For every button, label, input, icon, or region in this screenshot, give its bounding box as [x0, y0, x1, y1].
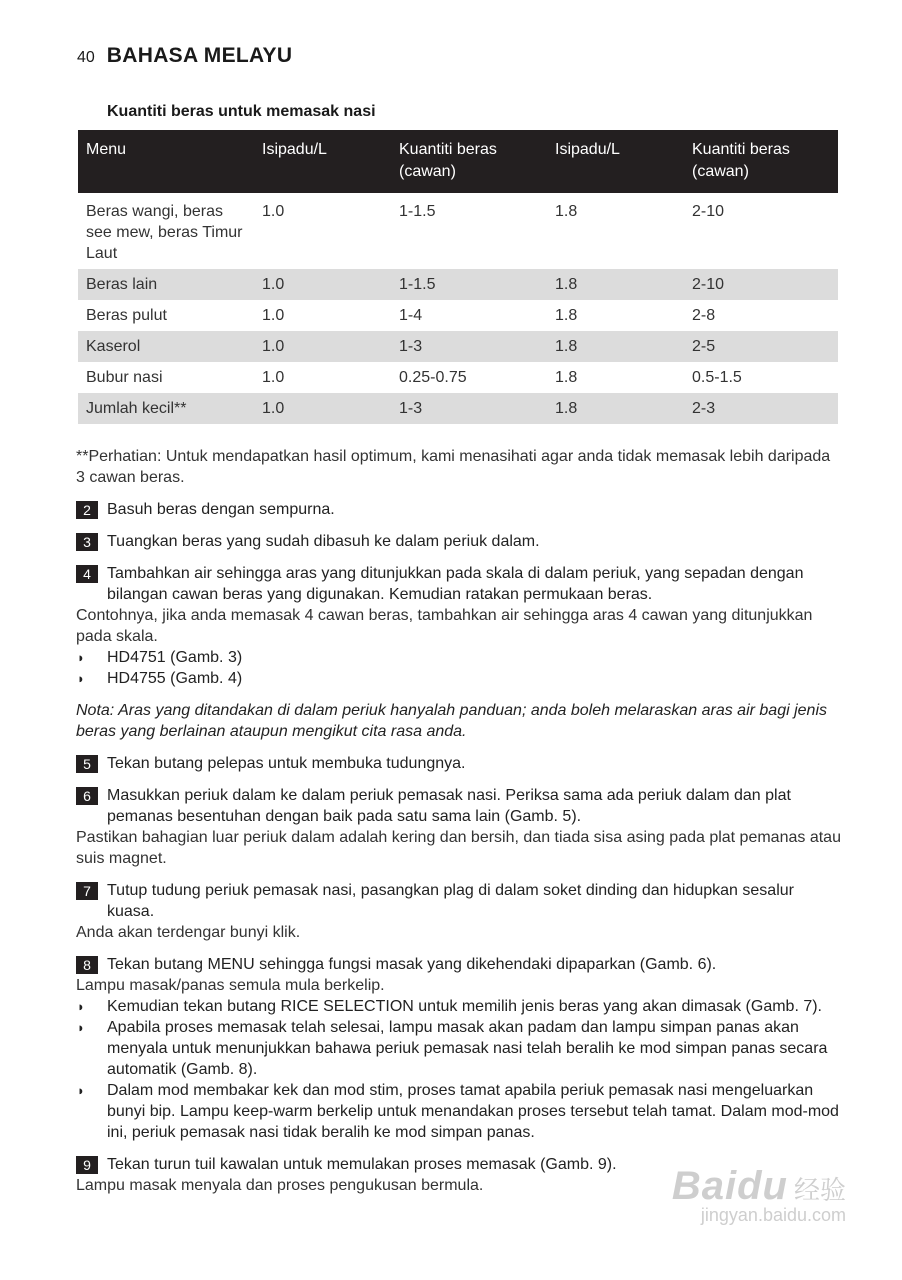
- language-heading: BAHASA MELAYU: [106, 44, 293, 67]
- step-text: Tekan butang MENU sehingga fungsi masak yang dikehendaki dipaparkan (Gamb. 6).: [107, 956, 717, 973]
- table-cell: 1.0: [254, 331, 391, 362]
- table-cell: 1.8: [547, 393, 684, 424]
- table-cell: Bubur nasi: [86, 369, 163, 386]
- section-title: Kuantiti beras untuk memasak nasi: [107, 103, 376, 120]
- step-3: [76, 531, 841, 552]
- table-cell: Jumlah kecil**: [78, 393, 254, 424]
- table-row: [78, 300, 838, 331]
- nota-note: Nota: Aras yang ditandakan di dalam periuk hanyalah panduan; anda boleh melaraskan aras air bagi jenis beras yang berlainan ataupun mengikut cita rasa anda.: [76, 702, 828, 740]
- table-cell: 1-3: [391, 331, 547, 362]
- bullet-arrow-icon: ◗: [77, 999, 85, 1014]
- bullet-arrow-icon: ◗: [77, 671, 85, 686]
- step-text: Tambahkan air sehingga aras yang ditunjukkan pada skala di dalam periuk, yang sepadan dengan bilangan cawan beras yang digunakan. Kemudian ratakan permukaan beras.: [107, 565, 804, 603]
- table-row: [78, 269, 838, 300]
- list-item: [76, 996, 841, 1017]
- step-8-detail: Lampu masak/panas semula mula berkelip.: [76, 977, 385, 994]
- col-header-menu: Menu: [78, 130, 254, 193]
- step-number: 7: [76, 882, 98, 900]
- step-6-detail: Pastikan bahagian luar periuk dalam adalah kering dan bersih, dan tiada sisa asing pada plat pemanas atau suis magnet.: [76, 829, 841, 867]
- bullet-arrow-icon: ◗: [77, 650, 85, 665]
- step-text: Tekan turun tuil kawalan untuk memulakan proses memasak (Gamb. 9).: [107, 1156, 617, 1173]
- table-cell: 1.8: [555, 307, 578, 324]
- page-header: [77, 44, 292, 68]
- table-cell: 2-8: [692, 307, 716, 324]
- step-8: [76, 954, 841, 975]
- bullet-arrow-icon: ◗: [77, 1020, 85, 1035]
- col-header-rice-qty-2: Kuantiti beras (cawan): [684, 130, 838, 193]
- step-4: [76, 563, 841, 605]
- step-number: 3: [76, 533, 98, 551]
- table-cell: 0.25-0.75: [399, 369, 467, 386]
- table-cell: 1.8: [555, 369, 578, 386]
- step-6: [76, 785, 841, 827]
- step-number: 6: [76, 787, 98, 805]
- bullet-text: Dalam mod membakar kek dan mod stim, proses tamat apabila periuk pemasak nasi mengeluarkan bunyi bip. Lampu keep-warm berkelip untuk menandakan proses tersebut telah tamat. Dalam mod-mod ini, periuk pemasak nasi tidak beralih ke mod simpan panas.: [107, 1082, 839, 1141]
- list-item: [76, 668, 841, 689]
- table-cell: Beras wangi, beras see mew, beras Timur Laut: [86, 203, 243, 262]
- table-header-row: [78, 130, 838, 193]
- table-cell: 1-4: [399, 307, 423, 324]
- table-row: [78, 193, 838, 269]
- table-cell: 2-5: [684, 331, 838, 362]
- step-number: 4: [76, 565, 98, 583]
- step-number: 8: [76, 956, 98, 974]
- list-item: [76, 1017, 841, 1080]
- bullet-text: HD4751 (Gamb. 3): [107, 649, 243, 666]
- step-text: Masukkan periuk dalam ke dalam periuk pemasak nasi. Periksa sama ada periuk dalam dan plat pemanas besentuhan dengan baik pada satu sama lain (Gamb. 5).: [107, 787, 791, 825]
- step-5: [76, 753, 841, 774]
- baidu-watermark: [672, 1164, 846, 1226]
- bullet-text: Kemudian tekan butang RICE SELECTION untuk memilih jenis beras yang akan dimasak (Gamb. 7).: [107, 998, 822, 1015]
- step-7-detail: Anda akan terdengar bunyi klik.: [76, 924, 301, 941]
- step-text: Tutup tudung periuk pemasak nasi, pasangkan plag di dalam soket dinding dan hidupkan sesalur kuasa.: [107, 882, 794, 920]
- step-number: 9: [76, 1156, 98, 1174]
- bullet-arrow-icon: ◗: [77, 1083, 85, 1098]
- instructions-body: [76, 446, 841, 1196]
- step-9-detail: Lampu masak menyala dan proses pengukusan bermula.: [76, 1177, 484, 1194]
- table-cell: 1-3: [391, 393, 547, 424]
- table-cell: 1.0: [262, 369, 285, 386]
- step-text: Tekan butang pelepas untuk membuka tudungnya.: [107, 755, 466, 772]
- col-header-rice-qty-1: Kuantiti beras (cawan): [391, 130, 547, 193]
- table-cell: 1.8: [547, 331, 684, 362]
- table-cell: 1-1.5: [399, 203, 436, 220]
- table-cell: 1.0: [262, 203, 285, 220]
- step-text: Tuangkan beras yang sudah dibasuh ke dalam periuk dalam.: [107, 533, 540, 550]
- list-item: [76, 1080, 841, 1143]
- step-number: 5: [76, 755, 98, 773]
- table-cell: 1.8: [547, 269, 684, 300]
- list-item: [76, 647, 841, 668]
- footnote: **Perhatian: Untuk mendapatkan hasil optimum, kami menasihati agar anda tidak memasak lebih daripada 3 cawan beras.: [76, 448, 831, 486]
- rice-quantity-table: [78, 130, 838, 424]
- table-cell: 1.8: [555, 203, 578, 220]
- table-cell: 1.0: [254, 393, 391, 424]
- table-cell: Beras lain: [78, 269, 254, 300]
- step-2: [76, 499, 841, 520]
- watermark-sub: 经验: [793, 1175, 846, 1205]
- table-cell: 2-10: [692, 203, 725, 220]
- step-text: Basuh beras dengan sempurna.: [107, 501, 335, 518]
- table-cell: 1.0: [262, 307, 285, 324]
- table-cell: 1-1.5: [391, 269, 547, 300]
- col-header-volume-1: Isipadu/L: [254, 130, 391, 193]
- table-cell: 0.5-1.5: [692, 369, 742, 386]
- table-cell: Beras pulut: [86, 307, 167, 324]
- table-cell: 1.0: [254, 269, 391, 300]
- col-header-volume-2: Isipadu/L: [547, 130, 684, 193]
- table-row: [78, 393, 838, 424]
- table-cell: 2-3: [684, 393, 838, 424]
- bullet-text: HD4755 (Gamb. 4): [107, 670, 243, 687]
- watermark-url: jingyan.baidu.com: [700, 1205, 846, 1225]
- table-cell: 2-10: [684, 269, 838, 300]
- table-cell: Kaserol: [78, 331, 254, 362]
- baidu-logo: Baidu: [671, 1164, 788, 1208]
- step-4-detail: Contohnya, jika anda memasak 4 cawan beras, tambahkan air sehingga aras 4 cawan yang ditunjukkan pada skala.: [76, 607, 813, 645]
- step-number: 2: [76, 501, 98, 519]
- table-row: [78, 331, 838, 362]
- bullet-text: Apabila proses memasak telah selesai, lampu masak akan padam dan lampu simpan panas akan menyala untuk menunjukkan bahawa periuk pemasak nasi telah beralih ke mod simpan panas secara automatik (Gamb. 8).: [107, 1019, 828, 1078]
- table-row: [78, 362, 838, 393]
- page-number: 40: [77, 49, 95, 66]
- step-7: [76, 880, 841, 922]
